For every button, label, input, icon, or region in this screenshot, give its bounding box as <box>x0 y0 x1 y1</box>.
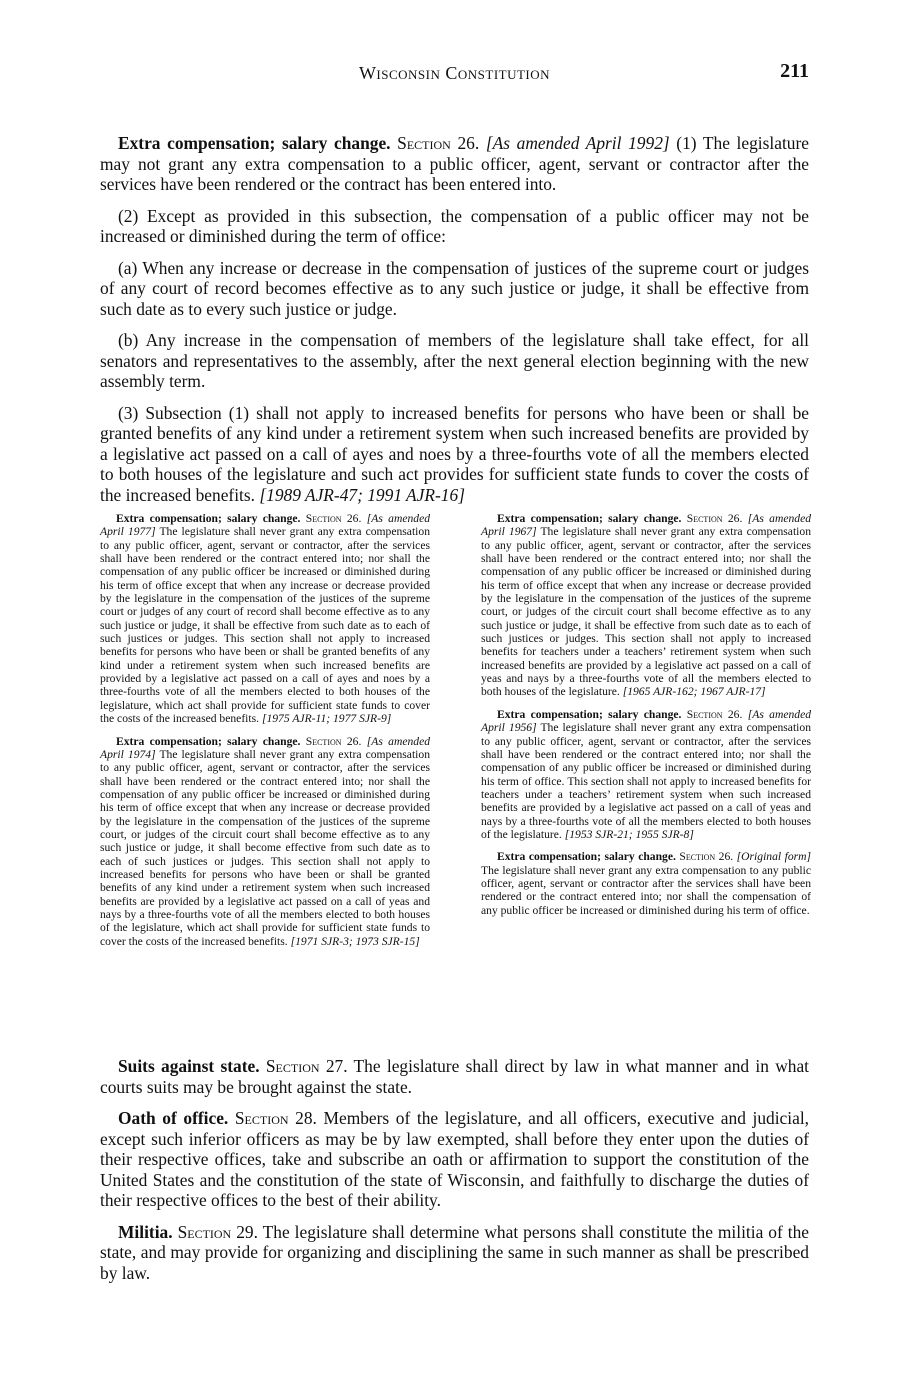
note-amended: [As amended April 1974] <box>100 734 431 761</box>
section-label: Section 27. <box>265 1056 348 1076</box>
section-26-current <box>100 133 809 516</box>
note-heading: Extra compensation; salary change. <box>116 512 301 525</box>
page-header <box>100 60 809 88</box>
note-text: The legislature shall never grant any extra compensation to any public officer, agent, servant or contractor after the services shall have been rendered or the contract entered into; nor shall the compensation of any public officer be increased or diminished during his term of office. <box>481 863 811 917</box>
history-note <box>481 850 811 917</box>
section-26-paragraph-b: (b) Any increase in the compensation of members of the legislature shall take effect, for all senators and representatives to the assembly, after the next general election beginning with the new assembly term. <box>100 330 809 391</box>
history-note <box>481 708 811 841</box>
section-27 <box>100 1056 809 1097</box>
section-text: The legislature shall determine what persons shall constitute the militia of the state, and may provide for organizing and disciplining the same in such manner as shall be prescribed by law. <box>100 1221 809 1283</box>
note-heading: Extra compensation; salary change. <box>497 850 676 864</box>
section-label: Section 26. <box>397 133 480 153</box>
note-amended: [As amended April 1977] <box>100 512 431 539</box>
note-section-label: Section 26. <box>686 707 743 721</box>
note-citation: [1975 AJR-11; 1977 SJR-9] <box>261 712 392 726</box>
running-title: Wisconsin Constitution <box>358 63 551 83</box>
note-amended: [As amended April 1956] <box>481 707 812 735</box>
note-section-label: Section 26. <box>305 512 362 525</box>
citation: [1989 AJR-47; 1991 AJR-16] <box>259 484 465 505</box>
section-label: Section 28. <box>234 1108 317 1128</box>
history-note <box>100 735 430 949</box>
note-section-label: Section 26. <box>686 512 743 525</box>
section-text: Members of the legislature, and all officers, executive and judicial, except such inferior officers as may be by law exempted, shall before they enter upon the duties of their respective offices, take and subscribe an oath or affirmation to support the constitution of the United States and the constitution of the state of Wisconsin, and faithfully to discharge the duties of their respective offices to the best of their ability. <box>100 1108 809 1210</box>
note-section-label: Section 26. <box>305 734 362 748</box>
note-text: The legislature shall never grant any extra compensation to any public officer, agent, servant or contractor, after the services shall have been rendered or the contract entered into; nor shall the compensation of any public officer be increased or diminished during his term of office except that when any increase or decrease provided by the legislature in the compensation of the justices of the supreme court, or judges of the circuit court shall become effective as to any such justice or judge, it shall become effective from such date as to each of such justices or judges. This section shall not apply to increased benefits for persons who have been or shall be granted benefits of any kind under a retirement system when such increased benefits are provided by a legislative act passed on a call of yeas and nays by a three-fourths vote of all the members elected to both houses of the legislature, which act shall provide for sufficient state funds to cover the costs of the increased benefits. <box>100 747 430 948</box>
note-heading: Extra compensation; salary change. <box>497 707 682 721</box>
section-heading: Suits against state. <box>118 1056 260 1076</box>
section-26-paragraph-a: (a) When any increase or decrease in the compensation of justices of the supreme court or judges of any court of record becomes effective as to any such justice or judge, it shall be effective from such date as to every such justice or judge. <box>100 257 809 319</box>
note-section-label: Section 26. <box>679 850 734 864</box>
section-heading: Militia. <box>118 1221 173 1242</box>
note-heading: Extra compensation; salary change. <box>116 734 301 748</box>
section-26-paragraph-2: (2) Except as provided in this subsection, the compensation of a public officer may not be increased or diminished during the term of office: <box>100 205 809 246</box>
section-29 <box>100 1222 809 1284</box>
note-citation: [1953 SJR-21; 1955 SJR-8] <box>564 827 694 841</box>
section-heading: Extra compensation; salary change. <box>118 133 391 153</box>
note-citation: [1971 SJR-3; 1973 SJR-15] <box>290 934 420 948</box>
history-note <box>100 512 430 726</box>
note-text: The legislature shall never grant any extra compensation to any public officer, agent, servant or contractor, after the services shall have been rendered or the contract entered into; nor shall the compensation of any public officer be increased or diminished during his term of office. This section shall not apply to increased benefits for teachers under a teachers’ retirement system when such increased benefits are provided by a legislative act passed on a call of yeas and nays by a three-fourths vote of all the members elected to both houses of the legislature. <box>481 721 811 841</box>
notes-column-right <box>481 512 811 926</box>
page-number: 211 <box>780 60 809 82</box>
history-note <box>481 512 811 699</box>
section-28 <box>100 1108 809 1211</box>
notes-column-left <box>100 512 430 957</box>
note-heading: Extra compensation; salary change. <box>497 512 682 525</box>
section-26-paragraph-3 <box>100 403 809 506</box>
sections-27-29 <box>100 1056 809 1294</box>
note-amended: [Original form] <box>736 850 812 864</box>
note-amended: [As amended April 1967] <box>481 512 812 539</box>
section-26-paragraph-1 <box>100 133 809 195</box>
section-heading: Oath of office. <box>118 1108 229 1128</box>
section-text: The legislature shall direct by law in what manner and in what courts suits may be brought against the state. <box>100 1056 809 1097</box>
paragraph-text: (3) Subsection (1) shall not apply to increased benefits for persons who have been or shall be granted benefits of any kind under a retirement system when such increased benefits are provided by a legislative act passed on a call of ayes and noes by a three-fourths vote of all the members elected to both houses of the legislature and such act provides for sufficient state funds to cover the costs of the increased benefits. <box>100 402 809 505</box>
note-text: The legislature shall never grant any extra compensation to any public officer, agent, servant or contractor, after the services shall have been rendered or the contract entered into; nor shall the compensation of any public officer be increased or diminished during his term of office except that when any increase or decrease provided by the legislature in the compensation of the justices of the supreme court or judges of any court of record shall become effective as to any such justice or judge, it shall be effective from such date as to each of such justices or judges. This section shall not apply to increased benefits for persons who have been or shall be granted benefits of any kind under a retirement system when such increased benefits are provided by a legislative act passed on a call of ayes and noes by a three-fourths vote of all the members elected to both houses of the legislature, which act shall provide for sufficient state funds to cover the costs of the increased benefits. <box>100 525 430 726</box>
paragraph-text: (1) The legislature may not grant any extra compensation to a public officer, agent, servant or contractor after the services have been rendered or the contract has been entered into. <box>100 133 809 194</box>
note-text: The legislature shall never grant any extra compensation to any public officer, agent, servant or contractor, after the services shall have been rendered or the contract entered into; nor shall the compensation of any public officer be increased or diminished during his term of office except that when any increase or decrease provided by the legislature in the compensation of the justices of the supreme court, or judges of the circuit court shall become effective as to any such justice or judge, it shall be effective from such date as to each of such justices or judges. This section shall not apply to increased benefits for teachers under a teachers’ retirement system when such increased benefits are provided by a legislative act passed on a call of yeas and nays by a three-fourths vote of all the members elected to both houses of the legislature. <box>481 525 811 699</box>
amended-note: [As amended April 1992] <box>485 133 670 153</box>
note-citation: [1965 AJR-162; 1967 AJR-17] <box>622 685 766 699</box>
section-label: Section 29. <box>177 1221 258 1242</box>
